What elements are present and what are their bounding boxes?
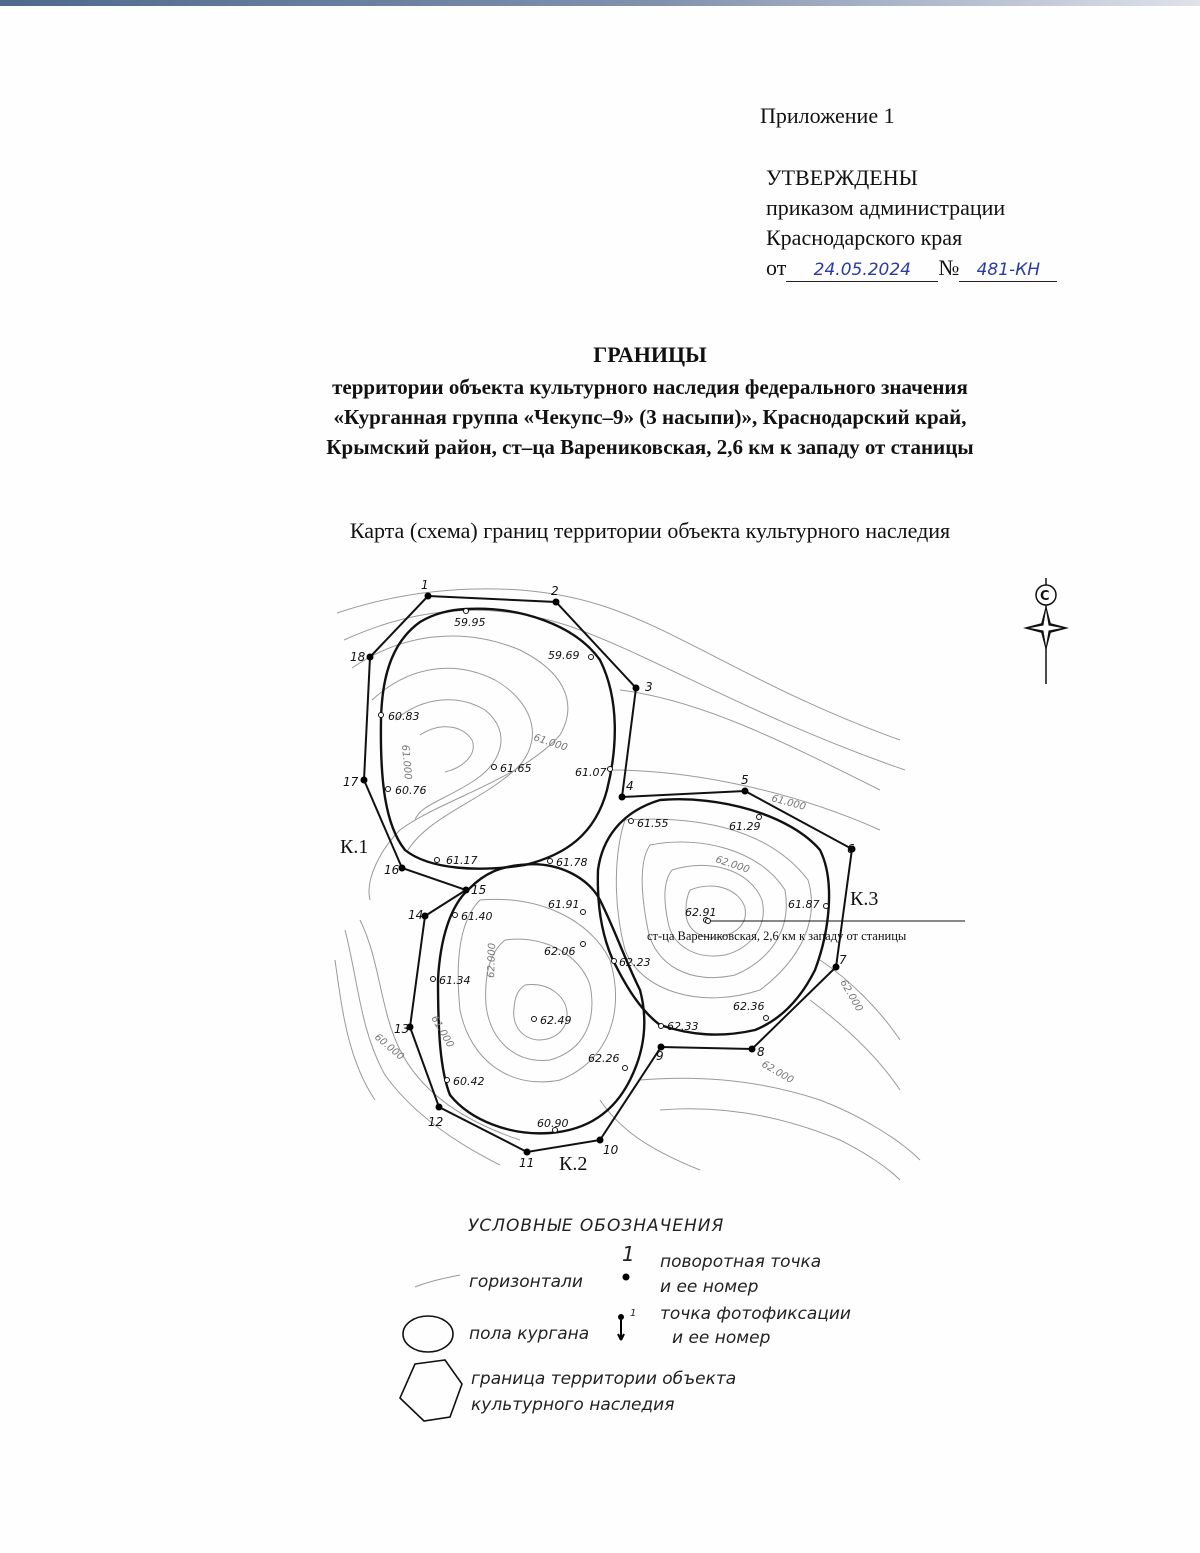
contour-line [335, 960, 375, 1100]
elevation-point [532, 1017, 537, 1022]
contour-line [514, 985, 567, 1040]
elevation-value: 61.29 [729, 820, 761, 833]
elevation-point [581, 910, 586, 915]
contour-line [372, 668, 532, 850]
legend-turning-point-number: 1 [622, 1242, 635, 1266]
turning-point-number: 15 [471, 883, 487, 897]
elevation-value: 62.26 [588, 1052, 620, 1065]
approval-line: УТВЕРЖДЕНЫ [766, 165, 918, 190]
turning-point-number: 7 [839, 953, 847, 967]
legend-photo-point-number: 1 [630, 1308, 637, 1319]
legend-photo-point-symbol [618, 1314, 624, 1320]
approval-line: приказом администрации [766, 195, 1006, 220]
elevation-value: 62.91 [685, 906, 717, 919]
turning-point-number: 1 [421, 578, 429, 592]
elevation-point [548, 859, 553, 864]
elevation-value: 61.78 [556, 856, 588, 869]
contour-label: 62.000 [759, 1059, 796, 1087]
contour-label: 61.000 [770, 793, 807, 813]
elevation-point [764, 1016, 769, 1021]
appendix-label: Приложение 1 [760, 103, 895, 128]
turning-point-number: 8 [757, 1045, 765, 1059]
turning-point [524, 1149, 531, 1156]
title-line: территории объекта культурного наследия федерального значения [332, 375, 968, 399]
elevation-value: 61.17 [446, 854, 478, 867]
elevation-point [379, 713, 384, 718]
turning-point [463, 887, 470, 894]
elevation-point [431, 977, 436, 982]
elevation-value: 62.06 [544, 945, 576, 958]
turning-point-number: 18 [350, 650, 366, 664]
turning-point-number: 6 [847, 842, 855, 856]
turning-point [742, 788, 749, 795]
turning-point [749, 1046, 756, 1053]
elevation-point [589, 655, 594, 660]
legend-turning-point-line: и ее номер [660, 1277, 759, 1297]
turning-point-number: 17 [343, 775, 359, 789]
turning-point [553, 599, 560, 606]
contour-label: 62.000 [837, 978, 865, 1014]
elevation-value: 61.87 [788, 898, 820, 911]
elevation-point [453, 913, 458, 918]
turning-point-number: 14 [408, 908, 424, 922]
elevation-values [388, 616, 820, 1130]
legend-kurgan-floor-label: пола кургана [469, 1324, 590, 1344]
legend-boundary-line: граница территории объекта [471, 1369, 737, 1389]
contour-label: 62.000 [714, 854, 751, 876]
elevation-value: 62.33 [667, 1020, 699, 1033]
turning-point [425, 593, 432, 600]
turning-point [367, 654, 374, 661]
elevation-point [445, 1078, 450, 1083]
elevation-value: 61.07 [575, 766, 607, 779]
legend-contour-symbol [415, 1275, 460, 1287]
elevation-value: 62.36 [733, 1000, 765, 1013]
elevation-point [581, 942, 586, 947]
date-prefix: от [766, 255, 787, 280]
number-prefix: № [938, 255, 960, 280]
contour-label: 61.000 [399, 744, 414, 781]
elevation-value: 61.65 [500, 762, 532, 775]
turning-point [619, 794, 626, 801]
elevation-point [492, 765, 497, 770]
elevation-value: 62.49 [540, 1014, 572, 1027]
turning-point-number: 3 [645, 680, 653, 694]
turning-point [633, 685, 640, 692]
contour-line [640, 1078, 920, 1160]
elevation-value: 61.55 [637, 817, 669, 830]
elevation-point [612, 959, 617, 964]
title-line: Крымский район, ст–ца Варениковская, 2,6 км к западу от станицы [326, 435, 974, 459]
elevation-value: 62.23 [619, 956, 651, 969]
kurgan-floor-k2 [438, 864, 644, 1133]
elevation-point [757, 815, 762, 820]
turning-point [399, 865, 406, 872]
elevation-point [608, 767, 613, 772]
turning-point-number: 11 [519, 1156, 535, 1170]
contour-line [600, 1100, 700, 1170]
title-line: «Курганная группа «Чекупс–9» (3 насыпи)», Краснодарский край, [333, 405, 967, 429]
elevation-value: 60.83 [388, 710, 420, 723]
elevation-value: 59.95 [454, 616, 486, 629]
number-handwritten: 481-КН [959, 259, 1057, 282]
contour-line [486, 939, 592, 1060]
legend-photo-point-arrow [618, 1320, 624, 1340]
turning-point-number: 5 [741, 773, 749, 787]
title-heading: ГРАНИЦЫ [593, 342, 707, 367]
contour-line [337, 589, 900, 740]
turning-point-number: 10 [603, 1143, 619, 1157]
elevation-value: 60.42 [453, 1075, 485, 1088]
elevation-point [435, 858, 440, 863]
elevation-point [386, 787, 391, 792]
compass-north-letter: С [1040, 589, 1050, 604]
elevation-value: 61.34 [439, 974, 471, 987]
kurgan-label-k2: К.2 [559, 1153, 588, 1175]
elevation-point [629, 819, 634, 824]
turning-point [436, 1104, 443, 1111]
kurgan-label-k1: К.1 [340, 836, 369, 858]
contour-label: 62.000 [486, 942, 499, 979]
turning-point-number: 2 [551, 584, 559, 598]
approval-line: Краснодарского края [766, 225, 963, 250]
legend-boundary-symbol [400, 1360, 462, 1421]
elevation-value: 60.90 [537, 1117, 569, 1130]
turning-point-number: 9 [656, 1049, 664, 1063]
legend-kurgan-floor-symbol [403, 1316, 453, 1352]
contour-line [620, 690, 880, 790]
compass-icon [1023, 578, 1069, 684]
contour-label: 61.000 [428, 1014, 456, 1050]
elevation-value: 59.69 [548, 649, 580, 662]
turning-point-number: 12 [428, 1115, 444, 1129]
contour-label: 60.000 [372, 1031, 406, 1063]
contour-line [420, 727, 473, 772]
legend-boundary-line: культурного наследия [471, 1395, 675, 1415]
turning-point-number: 16 [384, 863, 400, 877]
legend-photo-point-line: и ее номер [672, 1328, 771, 1348]
legend-contours-label: горизонтали [469, 1272, 583, 1292]
location-point [706, 919, 711, 924]
legend-title: УСЛОВНЫЕ ОБОЗНАЧЕНИЯ [468, 1216, 725, 1236]
turning-point-number: 4 [626, 779, 634, 793]
contour-line [660, 1109, 900, 1180]
turning-point-number: 13 [394, 1022, 410, 1036]
turning-point [361, 777, 368, 784]
elevation-point [659, 1024, 664, 1029]
elevation-point [824, 904, 829, 909]
legend-photo-point-line: точка фотофиксации [660, 1304, 851, 1324]
date-handwritten: 24.05.2024 [786, 259, 938, 282]
contour-label: 61.000 [532, 732, 569, 754]
elevation-value: 61.91 [548, 898, 580, 911]
kurgan-floor-k1 [381, 609, 615, 869]
elevation-value: 60.76 [395, 784, 427, 797]
map-subtitle: Карта (схема) границ территории объекта культурного наследия [349, 518, 951, 543]
kurgan-label-k3: К.3 [850, 888, 879, 910]
elevation-point [464, 609, 469, 614]
legend-turning-point-symbol [623, 1274, 630, 1281]
elevation-value: 61.40 [461, 910, 493, 923]
elevation-point [623, 1066, 628, 1071]
location-label: ст-ца Варениковская, 2,6 км к западу от станицы [647, 929, 907, 943]
legend-turning-point-line: поворотная точка [660, 1252, 822, 1272]
contour-line [345, 930, 500, 1165]
